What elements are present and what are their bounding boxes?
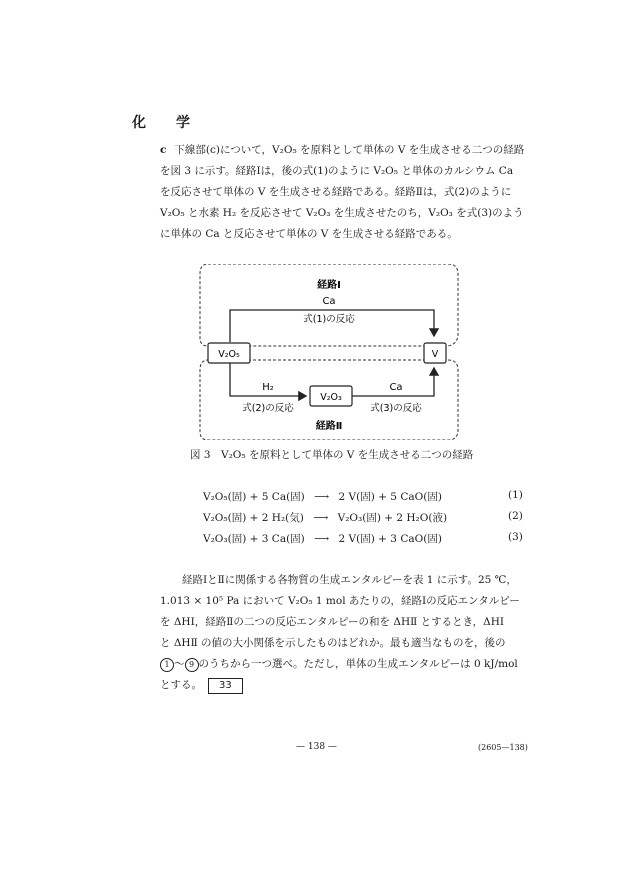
equation-1: V₂O₅(固) + 5 Ca(固) ⟶ 2 V(固) + 5 CaO(固) (1)	[203, 489, 523, 503]
start-box-label: V₂O₅	[218, 349, 240, 360]
question-line-4: と ΔHⅡ の値の大小関係を示したものはどれか。最も適当なものを，後の	[160, 637, 506, 649]
mid-box-label: V₂O₃	[320, 392, 342, 403]
arrow-1: ⟶	[314, 491, 330, 503]
arrow-2: ⟶	[313, 512, 329, 524]
intro-line-2: を図 3 に示す。経路Ⅰは，後の式(1)のように V₂O₅ と単体のカルシウム Ca	[160, 165, 514, 177]
question-paragraph	[160, 570, 550, 696]
question-line-1: 経路ⅠとⅡに関係する各物質の生成エンタルピーを表 1 に示す。25 ℃，	[182, 574, 517, 586]
route1-label: 経路Ⅰ	[317, 280, 341, 291]
intro-line-4: V₂O₅ と水素 H₂ を反応させて V₂O₃ を生成させたのち，V₂O₃ を式(3)のよう	[160, 207, 524, 219]
route2-label: 経路Ⅱ	[315, 421, 343, 432]
equation-3: V₂O₃(固) + 3 Ca(固) ⟶ 2 V(固) + 3 CaO(固) (3)	[203, 531, 523, 545]
ca-reagent-2: Ca	[389, 382, 403, 393]
choice-last: 9	[185, 658, 199, 672]
arrow-3: ⟶	[314, 533, 330, 545]
question-line-2: 1.013 × 10⁵ Pa において V₂O₅ 1 mol あたりの，経路Ⅰの反応エンタルピー	[160, 595, 520, 607]
route-diagram	[196, 264, 466, 440]
figure-caption: 図 3 V₂O₅ を原料として単体の V を生成させる二つの経路	[190, 449, 474, 461]
page-title: 化 学	[132, 115, 198, 131]
intro-line-5: に単体の Ca と反応させて単体の V を生成させる経路である。	[160, 228, 458, 240]
question-line-5: 1 ～ 9 のうちから一つ選べ。ただし，単体の生成エンタルピーは 0 kJ/mol	[160, 654, 550, 675]
question-label: c	[160, 144, 167, 156]
intro-paragraph	[160, 140, 540, 245]
eq3-label: 式(3)の反応	[370, 403, 422, 414]
page-number: — 138 —	[296, 742, 337, 752]
eq2-label: 式(2)の反応	[242, 403, 294, 414]
end-box-label: V	[431, 349, 439, 360]
answer-number-box: 33	[208, 678, 243, 694]
top-equation-label: 式(1)の反応	[303, 314, 355, 325]
eq-number-3: (3)	[508, 531, 523, 543]
eq-number-2: (2)	[508, 510, 523, 522]
eq-number-1: (1)	[508, 489, 523, 501]
question-line-6: とする。 33	[160, 675, 550, 696]
equation-2: V₂O₅(固) + 2 H₂(気) ⟶ V₂O₃(固) + 2 H₂O(液) (2)	[203, 510, 523, 524]
top-reagent: Ca	[322, 296, 336, 307]
intro-line-1: c 下線部(c)について，V₂O₅ を原料として単体の V を生成させる二つの経路	[160, 144, 525, 156]
choice-first: 1	[160, 658, 174, 672]
page-code: (2605—138)	[478, 743, 528, 752]
question-line-3: を ΔHⅠ，経路Ⅱの二つの反応エンタルピーの和を ΔHⅡ とするとき，ΔHⅠ	[160, 616, 505, 628]
h2-reagent: H₂	[262, 382, 274, 393]
intro-line-3: を反応させて単体の V を生成させる経路である。経路Ⅱは，式(2)のように	[160, 186, 512, 198]
